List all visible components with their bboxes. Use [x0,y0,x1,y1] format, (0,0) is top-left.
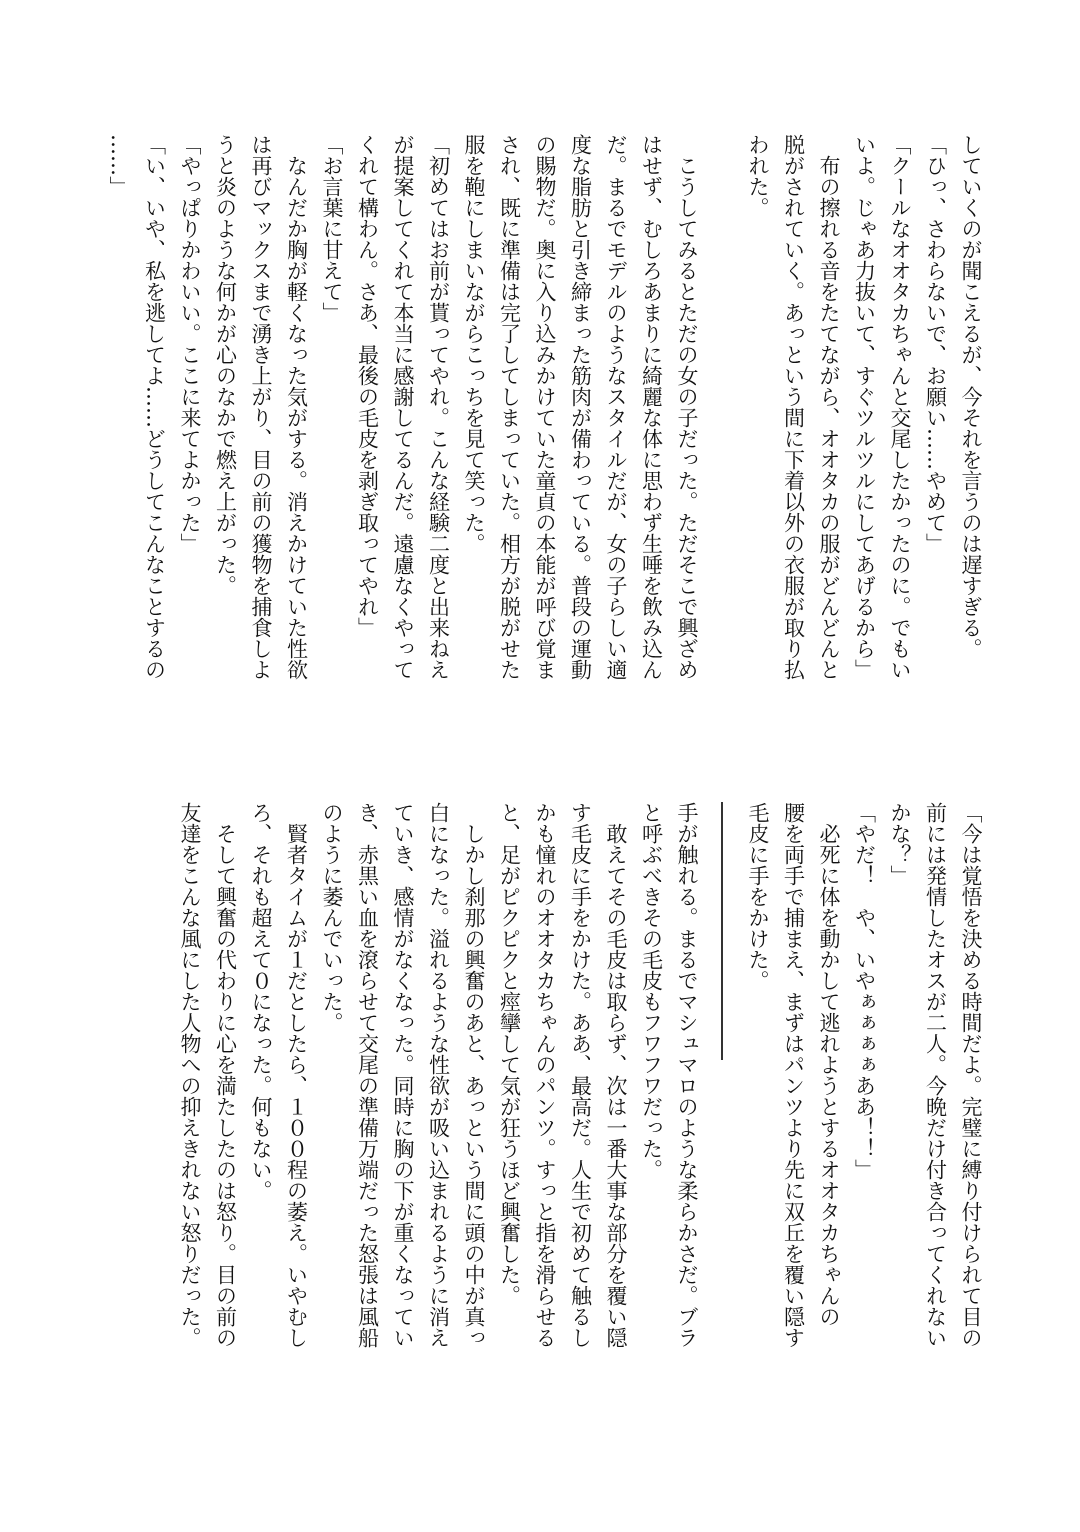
text-column: 必死に体を動かして逃れようとするオオタカちゃんの [817,802,841,1327]
text-column: す毛皮に手をかけた。ああ、最高だ。人生で初めて触るし [568,802,593,1348]
text-column: うと炎のような何かが心のなかで燃え上がった。 [213,134,238,596]
text-column: しかし刹那の興奮のあと、あっという間に頭の中が真っ [462,802,486,1348]
text-column: き、赤黒い血を滾らせて交尾の準備万端だった怒張は風船 [355,802,380,1348]
text-column: 「やだ！ や、いやぁぁぁぁああ！！」 [852,802,877,1180]
text-column: 「い、いや、私を逃してよ……どうしてこんなことするの [142,134,167,680]
text-column: が提案してくれて本当に感謝してるんだ。遠慮なくやって [391,134,415,680]
text-column: と呼ぶべきその毛皮もフワフワだった。 [639,802,664,1180]
text-column: ……」 [107,134,131,197]
text-column: 服を鞄にしまいながらこっちを見て笑った。 [462,134,486,554]
text-column: 賢者タイムが１だとしたら、１００程の萎え。いやむし [284,802,309,1348]
text-column: ろ、それも超えて０になった。何もない。 [249,802,273,1201]
text-column: 腰を両手で捕まえ、まずはパンツより先に双丘を覆い隠す [781,802,806,1348]
text-column: 敢えてその毛皮は取らず、次は一番大事な部分を覆い隠 [604,802,628,1348]
text-column: だ。まるでモデルのようなスタイルだが、女の子らしい適 [604,134,628,680]
lower-text-block [172,802,989,1492]
text-column: 「お言葉に甘えて」 [320,134,344,323]
text-column: なんだか胸が軽くなった気がする。消えかけていた性欲 [284,134,309,680]
text-column: と、足がピクピクと痙攣して気が狂うほど興奮した。 [497,802,522,1306]
text-column: 前には発情したオスが二人。今晩だけ付き合ってくれない [923,802,948,1348]
text-column: こうしてみるとただの女の子だった。ただそこで興ざめ [675,134,699,680]
text-column: 「今は覚悟を決める時間だよ。完璧に縛り付けられて目の [959,802,983,1348]
text-column: はせず、むしろあまりに綺麗な体に思わず生唾を飲み込ん [639,134,664,680]
text-column: そして興奮の代わりに心を満たしたのは怒り。目の前の [213,802,238,1348]
text-column: の賜物だ。奥に入り込みかけていた童貞の本能が呼び覚ま [533,134,557,680]
text-column: 布の擦れる音をたてながら、オオタカの服がどんどんと [817,134,841,680]
text-column: 「クールなオオタカちゃんと交尾したかったのに。でもい [888,134,912,680]
text-column: していくのが聞こえるが、今それを言うのは遅すぎる。 [959,134,983,659]
text-column: ていき、感情がなくなった。同時に胸の下が重くなってい [391,802,415,1348]
text-column: 手が触れる。まるでマシュマロのような柔らかさだ。ブラ [675,802,699,1348]
text-column: 毛皮に手をかけた。 [746,802,770,991]
text-column: 脱がされていく。あっという間に下着以外の衣服が取り払 [781,134,806,680]
text-column: され、既に準備は完了してしまっていた。相方が脱がせた [497,134,522,680]
text-column [704,134,740,734]
text-column: 友達をこんな風にした人物への抑えきれない怒りだった。 [178,802,202,1348]
scene-break-line [704,802,740,1492]
text-column: 「初めてはお前が貰ってやれ。こんな経験二度と出来ねえ [426,134,451,680]
text-column: くれて構わん。さあ、最後の毛皮を剥ぎ取ってやれ」 [355,134,380,638]
text-column: 「やっぱりかわいい。ここに来てよかった」 [178,134,202,554]
upper-text-block [101,134,989,734]
text-column: 「ひっ、さわらないで、お願い……やめて」 [923,134,948,554]
text-column: いよ。じゃあ力抜いて、すぐツルツルにしてあげるから」 [852,134,877,680]
text-column: かな？」 [888,802,912,886]
text-column: かも憧れのオオタカちゃんのパンツ。すっと指を滑らせる [533,802,557,1348]
text-column: 白になった。溢れるような性欲が吸い込まれるように消え [426,802,451,1348]
text-column: は再びマックスまで湧き上がり、目の前の獲物を捕食しよ [249,134,273,680]
text-column: のように萎んでいった。 [320,802,344,1033]
text-column: われた。 [746,134,770,218]
text-column: 度な脂肪と引き締まった筋肉が備わっている。普段の運動 [568,134,593,680]
